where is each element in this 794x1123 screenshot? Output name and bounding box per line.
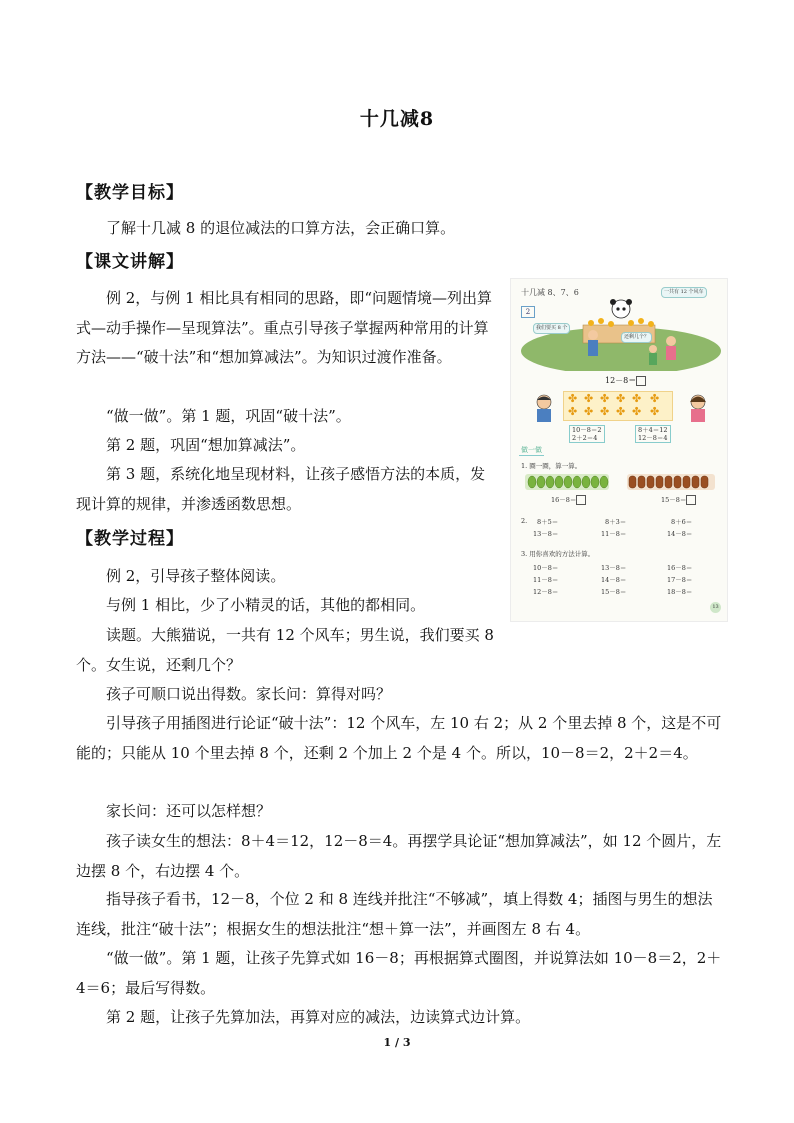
q3-r1-c1: 10－8＝ [533,564,559,572]
boy-speech-bubble: 我们要买 8 个 [533,323,570,334]
process-p6: 家长问：还可以怎样想？ [106,802,272,820]
example-equation-text: 12－8＝ [605,376,637,385]
answer-box [636,376,646,386]
q1-answer-box-b [686,495,696,505]
process-p2: 与例 1 相比，少了小精灵的话，其他的都相同。 [106,596,426,614]
q3-r2-c1: 11－8＝ [533,576,559,584]
right-calc [635,425,671,443]
textbook-page-number: 13 [710,602,721,613]
q1-label: 1. 圈一圈，算一算。 [521,462,582,470]
process-p4: 孩子可顺口说出得数。家长问：算得对吗？ [106,685,392,703]
right-calc-line-1: 8＋4＝12 [638,426,668,434]
q1-equation-a [551,495,586,505]
q1-sausages-image [627,474,715,490]
q3-r3-c3: 18－8＝ [667,588,693,596]
q3-r3-c2: 15－8＝ [601,588,627,596]
process-p5: 引导孩子用插图进行论证“破十法”：12 个风车，左 10 右 2；从 2 个里去掉 8 个，这是不可能的；只能从 10 个里去掉 8 个，还剩 2 个加上 2 个是 4 个。所以，10－8＝2，2＋2＝4。 [76,714,722,762]
example-equation [605,375,646,386]
panda-speech-bubble: 一共有 12 个风车 [661,287,707,298]
girl-speech-bubble: 还剩几个？ [621,332,652,343]
girl-avatar [683,393,713,423]
process-p8: 指导孩子看书，12－8，个位 2 和 8 连线并批注“不够减”，填上得数 4；插图与男生的想法连线，批注“破十法”；根据女生的想法批注“想＋算一法”，并画图左 8 右 4。 [76,890,713,938]
q1-answer-box-a [576,495,586,505]
left-calc [569,425,605,443]
explanation-p3: 第 2 题，巩固“想加算减法”。 [106,436,306,454]
figure-header: 十几减 8、7、6 [521,288,579,297]
q2-r1-c1: 8＋5＝ [537,518,559,526]
q1-equation-b [661,495,696,505]
boy-avatar [529,393,559,423]
process-p7: 孩子读女生的想法：8＋4＝12，12－8＝4。再摆学具论证“想加算减法”，如 12 个圆片，左边摆 8 个，右边摆 4 个。 [76,832,722,880]
q3-r1-c3: 16－8＝ [667,564,693,572]
q2-r2-c2: 11－8＝ [601,530,627,538]
q3-r3-c1: 12－8＝ [533,588,559,596]
q2-r1-c3: 8＋6＝ [671,518,693,526]
explanation-p2: “做一做”。第 1 题，巩固“破十法”。 [106,407,351,425]
q2-r2-c3: 14－8＝ [667,530,693,538]
heading-explanation: 【课文讲解】 [76,252,184,272]
heading-process: 【教学过程】 [76,529,184,549]
left-calc-line-1: 10－8＝2 [572,426,602,434]
explanation-p1: 例 2，与例 1 相比具有相同的思路，即“问题情境—列出算式—动手操作—呈现算法”。重点引导孩子掌握两种常用的计算方法——“破十法”和“想加算减法”。为知识过渡作准备。 [76,289,493,366]
q1-peapods-image [525,474,609,490]
q1-equation-a-text: 16－8＝ [551,496,577,504]
process-p1: 例 2，引导孩子整体阅读。 [106,567,286,585]
q3-r2-c2: 14－8＝ [601,576,627,584]
q1-equation-b-text: 15－8＝ [661,496,687,504]
q2-label: 2. [521,517,528,525]
q3-label: 3. 用你喜欢的方法计算。 [521,550,595,558]
q2-r2-c1: 13－8＝ [533,530,559,538]
practice-section-title: 做一做 [521,446,542,454]
heading-goals: 【教学目标】 [76,183,184,203]
q3-r1-c2: 13－8＝ [601,564,627,572]
explanation-p4: 第 3 题，系统化地呈现材料，让孩子感悟方法的本质，发现计算的规律，并渗透函数思想。 [76,465,486,513]
example-number: 2 [521,306,535,318]
textbook-illustration [510,278,728,622]
process-p10: 第 2 题，让孩子先算加法，再算对应的减法，边读算式边计算。 [106,1008,531,1026]
goals-text: 了解十几减 8 的退位减法的口算方法，会正确口算。 [106,219,456,237]
pinwheel-group: ✤ ✤ ✤ ✤ ✤ ✤ ✤ ✤ ✤ ✤ ✤ ✤ [563,391,673,421]
page-title: 十几减8 [359,108,435,130]
q2-r1-c2: 8＋3＝ [605,518,627,526]
right-calc-line-2: 12－8＝4 [638,434,668,442]
process-p3: 读题。大熊猫说，一共有 12 个风车；男生说，我们要买 8 个。女生说，还剩几个？ [76,626,494,674]
q3-r2-c3: 17－8＝ [667,576,693,584]
left-calc-line-2: 2＋2＝4 [572,434,598,442]
process-p9: “做一做”。第 1 题，让孩子先算式如 16－8；再根据算式圈图，并说算法如 10－8＝2，2＋4＝6；最后写得数。 [76,949,722,997]
page-footer-number: 1 / 3 [383,1036,411,1049]
